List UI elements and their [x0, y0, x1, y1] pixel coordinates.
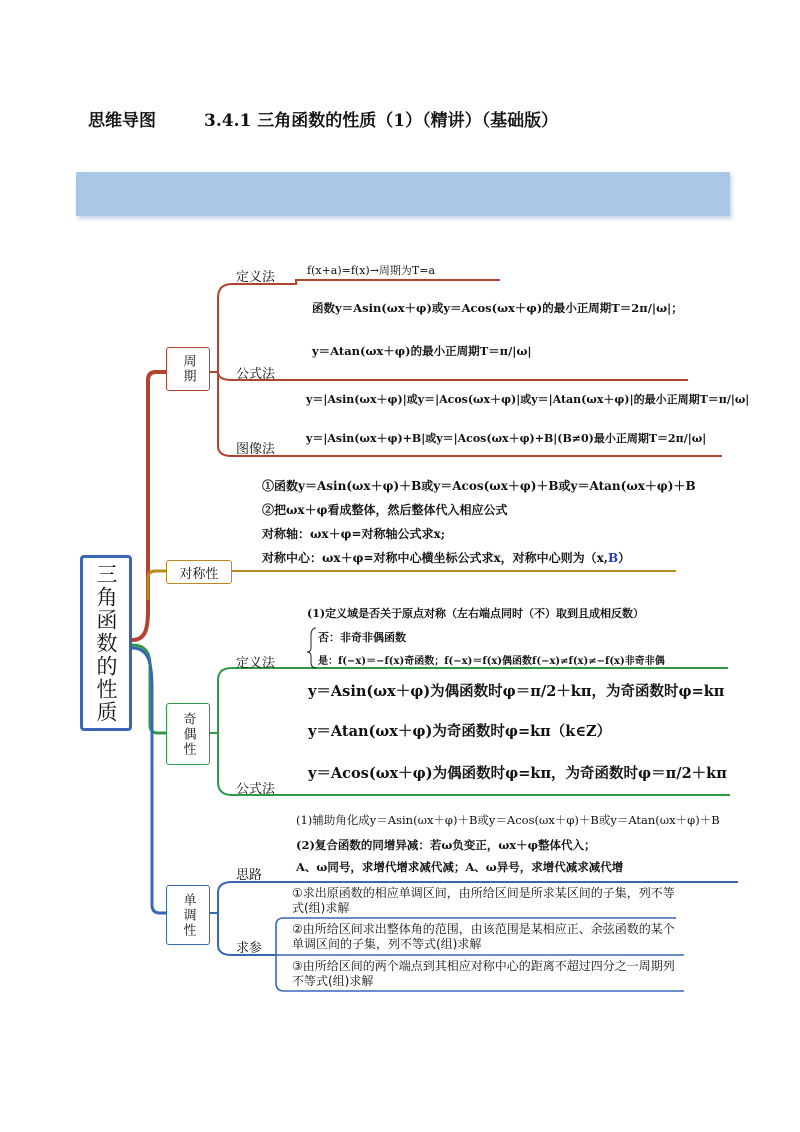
symmetry-center-close: ）: [618, 551, 631, 565]
root-label: 三角函数的性质: [94, 562, 118, 724]
monotonic-param-2: ②由所给区间求出整体角的范围，由该范围是某相应正、余弦函数的某个单调区间的子集，列不等式(组)求解: [292, 922, 675, 951]
monotonic-label: 单调性: [180, 892, 196, 938]
monotonic-param-1: ①求出原函数的相应单调区间，由所给区间是所求某区间的子集，列不等式(组)求解: [292, 886, 675, 915]
period-formula-label: 公式法: [236, 367, 276, 382]
parity-formula-1: y＝Asin(ωx＋φ)为偶函数时φ＝π/2＋kπ，为奇函数时φ=kπ: [308, 683, 725, 700]
monotonic-param-3: ③由所给区间的两个端点到其相应对称中心的距离不超过四分之一周期列不等式(组)求解: [292, 959, 675, 988]
period-definition-label: 定义法: [236, 270, 276, 285]
parity-formula-label: 公式法: [236, 782, 276, 797]
monotonic-idea-2: (2)复合函数的同增异减：若ω负变正，ωx＋φ整体代入；: [296, 838, 596, 852]
symmetry-line-1: ①函数y＝Asin(ωx＋φ)＋B或y＝Acos(ωx＋φ)＋B或y＝Atan(ωx＋φ)＋B: [262, 479, 696, 493]
parity-formula-2: y＝Atan(ωx＋φ)为奇函数时φ=kπ（k∈Z）: [308, 723, 612, 740]
period-formula-3: y＝|Asin(ωx＋φ)|或y＝|Acos(ωx＋φ)|或y＝|Atan(ωx＋φ)|的最小正周期T＝π/|ω|: [306, 393, 750, 406]
parity-node: [166, 703, 210, 765]
period-node: [166, 347, 210, 391]
monotonic-idea-1: (1)辅助角化成y＝Asin(ωx＋φ)＋B或y＝Acos(ωx＋φ)＋B或y＝Atan(ωx＋φ)＋B: [296, 813, 720, 827]
mind-map-label: 思维导图: [88, 111, 156, 131]
period-label: 周期: [180, 354, 196, 384]
period-formula-1: 函数y＝Asin(ωx＋φ)或y＝Acos(ωx＋φ)的最小正周期T＝2π/|ω|；: [312, 301, 683, 315]
monotonic-node: [166, 885, 210, 945]
period-formula-4: y＝|Asin(ωx＋φ)+B|或y＝|Acos(ωx＋φ)+B|(B≠0)最小正周期T＝2π/|ω|: [306, 432, 707, 445]
monotonic-param-label: 求参: [236, 941, 263, 956]
symmetry-center-text: 对称中心：ωx＋φ=对称中心横坐标公式求x，对称中心则为（x,: [262, 551, 608, 565]
symmetry-center-b: B: [607, 551, 619, 565]
symmetry-label: 对称性: [179, 566, 219, 582]
parity-label: 奇偶性: [180, 711, 196, 757]
monotonic-idea-3: A、ω同号，求增代增求减代减；A、ω异号，求增代减求减代增: [296, 860, 624, 874]
parity-formula-3: y＝Acos(ωx＋φ)为偶函数时φ=kπ，为奇函数时φ＝π/2＋kπ: [308, 765, 727, 782]
symmetry-axis: 对称轴：ωx＋φ=对称轴公式求x;: [262, 527, 446, 541]
parity-definition-label: 定义法: [236, 656, 276, 671]
parity-definition-yes: 是：f(−x)＝−f(x)奇函数；f(−x)＝f(x)偶函数f(−x)≠f(x)≠−f(x)非奇非偶: [318, 656, 665, 667]
monotonic-idea-label: 思路: [236, 868, 263, 883]
period-formula-2: y＝Atan(ωx＋φ)的最小正周期T＝π/|ω|: [312, 344, 532, 358]
root-node: [80, 555, 132, 731]
symmetry-line-2: ②把ωx＋φ看成整体，然后整体代入相应公式: [262, 503, 508, 517]
period-definition-text: f(x+a)=f(x)→周期为T=a: [307, 264, 436, 277]
parity-definition-1: (1)定义域是否关于原点对称（左右端点同时（不）取到且成相反数）: [307, 607, 645, 620]
page-title: 3.4.1 三角函数的性质（1）（精讲）（基础版）: [204, 111, 559, 131]
period-graph-label: 图像法: [236, 442, 276, 457]
parity-definition-no: 否：非奇非偶函数: [318, 631, 406, 644]
symmetry-center: [262, 549, 630, 566]
symmetry-node: [166, 560, 232, 584]
